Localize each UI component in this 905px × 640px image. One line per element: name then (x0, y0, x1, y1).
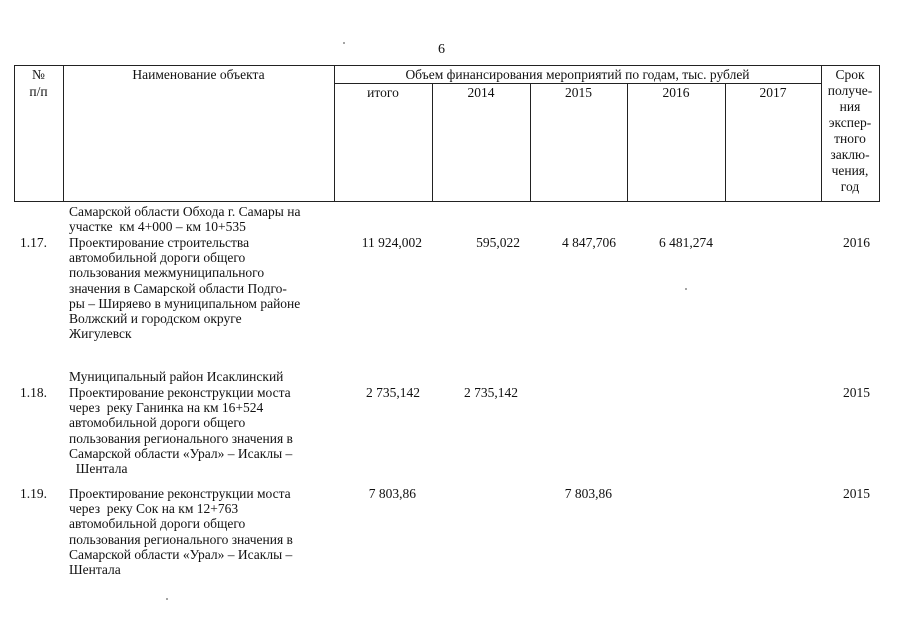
header-bottom-border (14, 201, 880, 202)
section-heading: Муниципальный район Исаклинский (69, 369, 284, 384)
row-total: 2 735,142 (366, 385, 420, 400)
header-2014: 2014 (467, 85, 495, 100)
row-2016: 6 481,274 (659, 235, 713, 250)
continuation-text: Самарской области Обхода г. Самары на участке км 4+000 – км 10+535 (69, 204, 301, 235)
row-deadline: 2016 (843, 235, 870, 250)
row-2014: 2 735,142 (464, 385, 518, 400)
row-total: 7 803,86 (368, 486, 416, 501)
row-name: Проектирование реконструкции моста через реку Сок на км 12+763 автомобильной дороги общего пользования регионального значения в Самарской области «Урал» – Исаклы – Шентала (69, 486, 293, 578)
header-2015: 2015 (565, 85, 592, 100)
header-2017: 2017 (759, 85, 787, 100)
row-total: 11 924,002 (361, 235, 422, 250)
header-num: № п/п (29, 67, 48, 99)
header-deadline: Срок получе- ния экспер- тного заклю- чения, год (827, 67, 873, 194)
header-2016: 2016 (662, 85, 690, 100)
scan-speck (166, 598, 168, 600)
row-deadline: 2015 (843, 385, 870, 400)
row-deadline: 2015 (843, 486, 870, 501)
header-top-border (14, 65, 880, 66)
row-2015: 4 847,706 (562, 235, 616, 250)
header-name: Наименование объекта (132, 67, 265, 82)
header-right-border (879, 65, 880, 202)
header-financing: Объем финансирования мероприятий по годам, тыс. рублей (405, 67, 750, 82)
scan-speck (343, 42, 345, 44)
col-divider-num (63, 65, 64, 202)
row-2015: 7 803,86 (564, 486, 612, 501)
row-name: Проектирование реконструкции моста через реку Ганинка на км 16+524 автомобильной дороги общего пользования регионального значения в Самарской области «Урал» – Исаклы – Шентала (69, 385, 293, 477)
scan-speck (685, 288, 687, 290)
row-2014: 595,022 (476, 235, 520, 250)
row-number: 1.19. (20, 486, 47, 501)
row-name: Проектирование строительства автомобильной дороги общего пользования межмуниципального значения в Самарской области Подго- ры – Ширяево в муниципальном районе Волжский и городском округе Жигулевск (69, 235, 301, 342)
page-number: 6 (438, 42, 445, 57)
row-number: 1.18. (20, 385, 47, 400)
header-total: итого (367, 85, 399, 100)
row-number: 1.17. (20, 235, 47, 250)
